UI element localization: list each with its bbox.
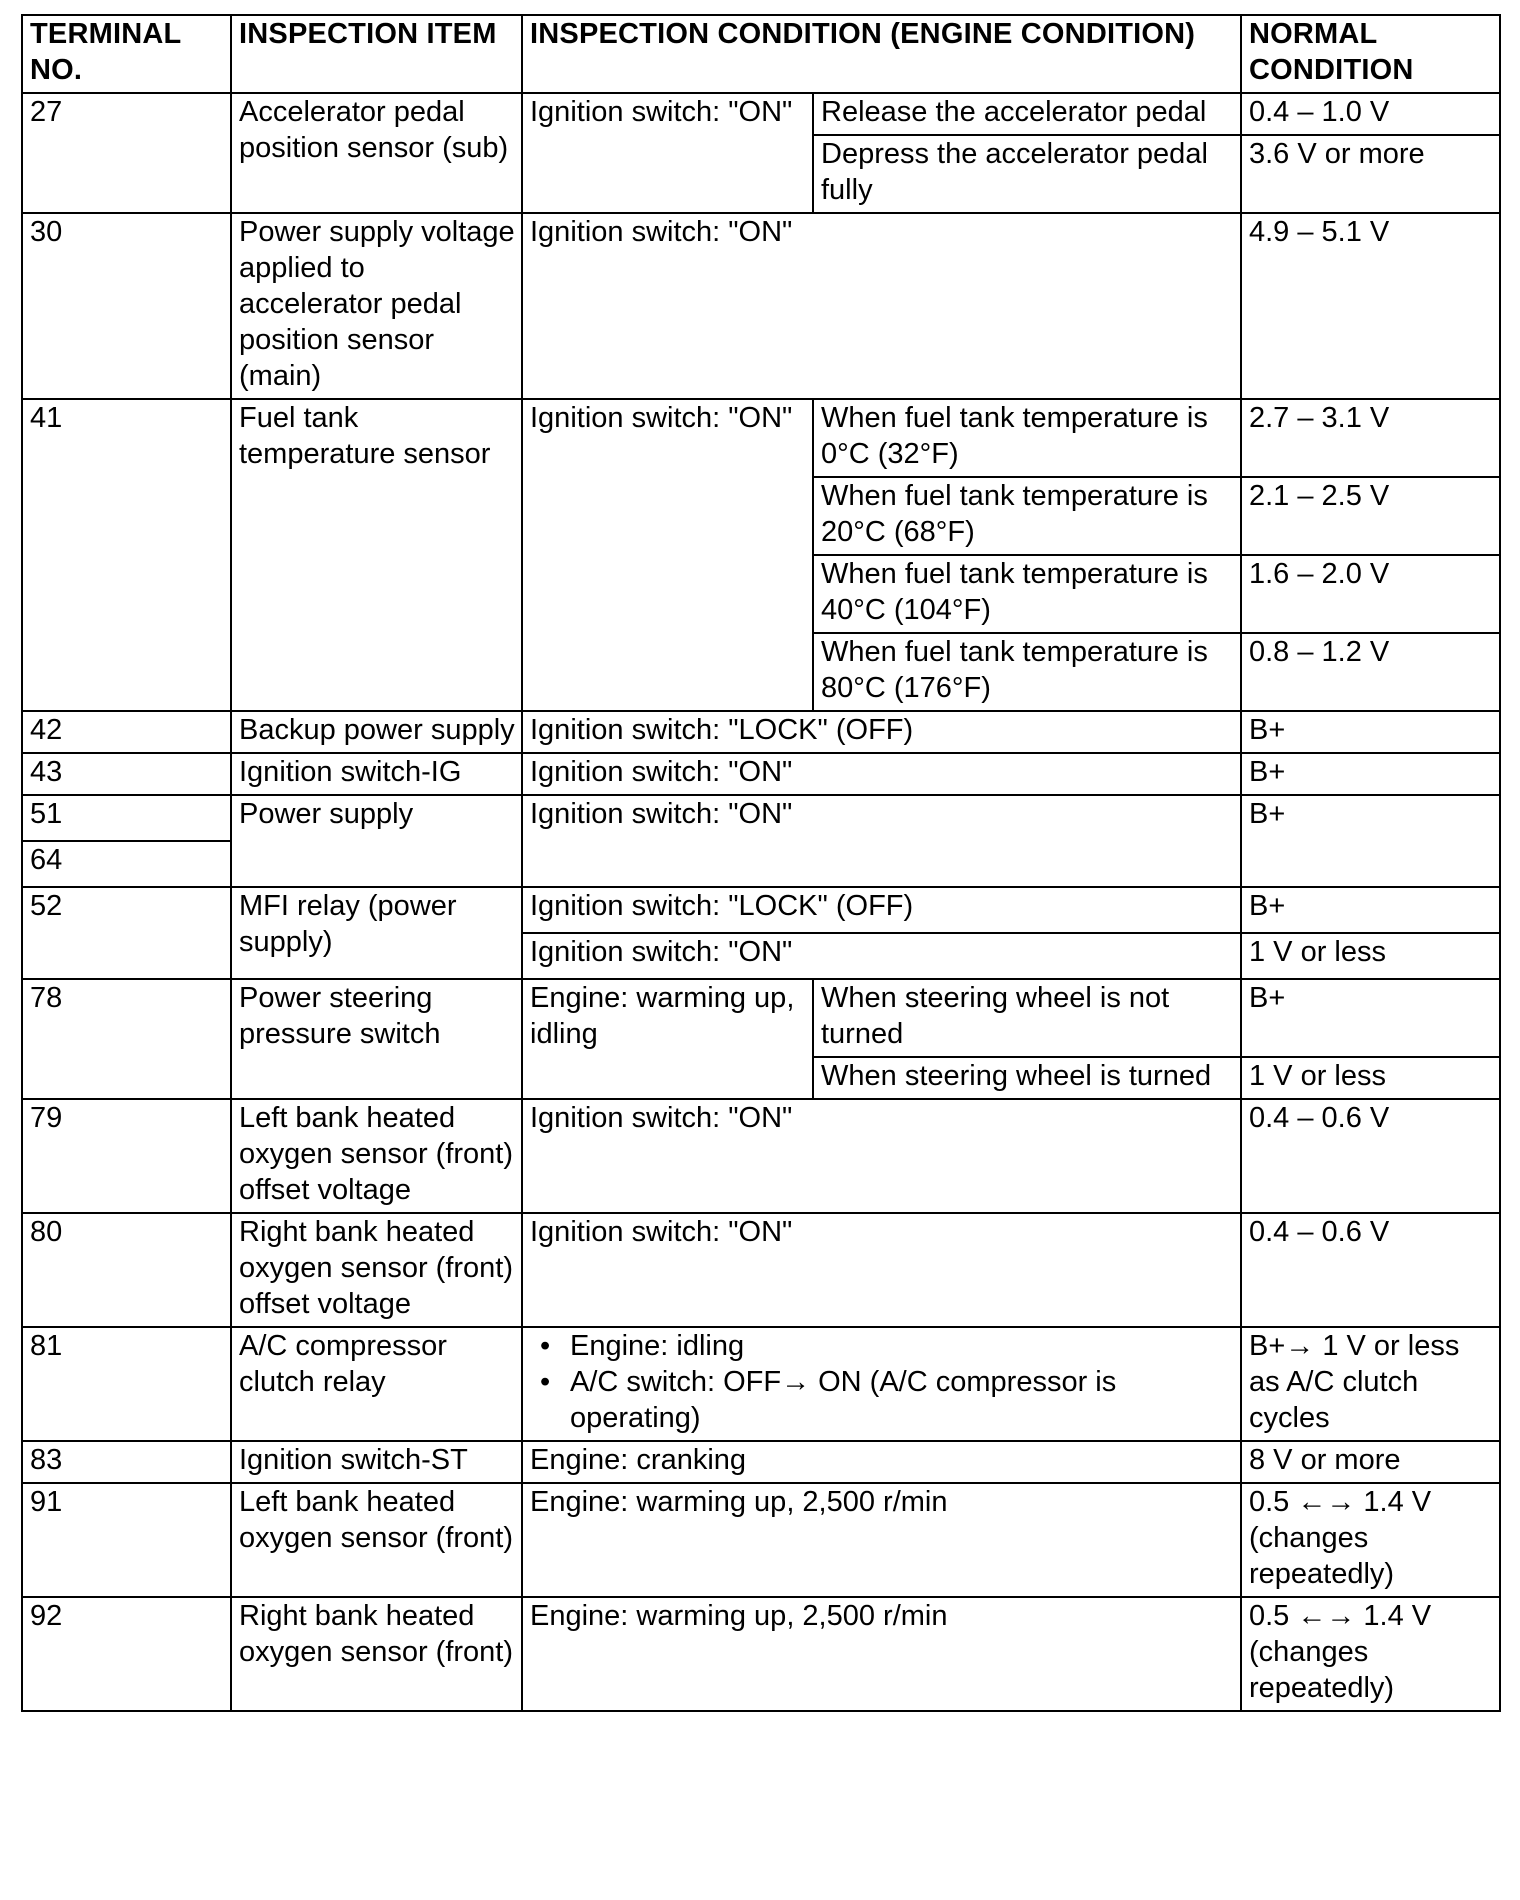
terminal-cell: 83 [22, 1441, 231, 1483]
table-row [22, 1213, 1500, 1327]
terminal-cell: 30 [22, 213, 231, 399]
normal-value-cell: 2.1 – 2.5 V [1241, 477, 1500, 555]
condition-cell: Ignition switch: "ON" [522, 1099, 1241, 1213]
condition-cell: Ignition switch: "ON" [522, 753, 1241, 795]
normal-value-cell: B+ [1241, 753, 1500, 795]
normal-value-cell: 0.4 – 1.0 V [1241, 93, 1500, 135]
table-row [22, 1483, 1500, 1597]
table-row [22, 1441, 1500, 1483]
table-row [22, 213, 1500, 399]
subcondition-cell: When fuel tank temperature is 0°C (32°F) [813, 399, 1241, 477]
normal-value-cell: B+→ 1 V or less as A/C clutch cycles [1241, 1327, 1500, 1441]
header-inspection-condition: INSPECTION CONDITION (ENGINE CONDITION) [522, 15, 1241, 93]
subcondition-cell: When fuel tank temperature is 40°C (104°F) [813, 555, 1241, 633]
terminal-cell: 51 [22, 795, 231, 841]
condition-bullet-list [530, 1328, 1234, 1436]
item-cell: Left bank heated oxygen sensor (front) offset voltage [231, 1099, 522, 1213]
terminal-cell: 43 [22, 753, 231, 795]
normal-value-cell: 2.7 – 3.1 V [1241, 399, 1500, 477]
normal-value-cell: B+ [1241, 887, 1500, 933]
terminal-cell: 91 [22, 1483, 231, 1597]
condition-cell: Ignition switch: "ON" [522, 933, 1241, 979]
condition-bullet: • A/C switch: OFF→ ON (A/C compressor is operating) [570, 1364, 1234, 1436]
table-row [22, 887, 1500, 933]
item-cell: Accelerator pedal position sensor (sub) [231, 93, 522, 213]
condition-cell: Ignition switch: "ON" [522, 795, 1241, 887]
table-row [22, 1597, 1500, 1711]
table-row [22, 795, 1500, 841]
item-cell: Power supply voltage applied to accelerator pedal position sensor (main) [231, 213, 522, 399]
header-row [22, 15, 1500, 93]
normal-value-cell: B+ [1241, 795, 1500, 887]
normal-value-cell: 0.4 – 0.6 V [1241, 1099, 1500, 1213]
item-cell: Power steering pressure switch [231, 979, 522, 1099]
item-cell: Ignition switch-ST [231, 1441, 522, 1483]
normal-value-cell: 0.5 ←→ 1.4 V (changes repeatedly) [1241, 1483, 1500, 1597]
condition-cell: Ignition switch: "ON" [522, 399, 813, 711]
normal-value-cell: B+ [1241, 979, 1500, 1057]
terminal-cell: 78 [22, 979, 231, 1099]
condition-cell: Ignition switch: "ON" [522, 1213, 1241, 1327]
normal-value-cell: 8 V or more [1241, 1441, 1500, 1483]
condition-cell: Engine: warming up, 2,500 r/min [522, 1483, 1241, 1597]
condition-cell: Engine: warming up, 2,500 r/min [522, 1597, 1241, 1711]
subcondition-cell: Release the accelerator pedal [813, 93, 1241, 135]
item-cell: MFI relay (power supply) [231, 887, 522, 979]
terminal-cell: 80 [22, 1213, 231, 1327]
terminal-cell: 81 [22, 1327, 231, 1441]
header-terminal: TERMINAL NO. [22, 15, 231, 93]
normal-value-cell: 1 V or less [1241, 933, 1500, 979]
inspection-table [21, 14, 1501, 1712]
subcondition-cell: When fuel tank temperature is 80°C (176°F) [813, 633, 1241, 711]
normal-value-cell: 1 V or less [1241, 1057, 1500, 1099]
table-row [22, 753, 1500, 795]
condition-cell: Ignition switch: "ON" [522, 93, 813, 213]
header-normal-condition: NORMAL CONDITION [1241, 15, 1500, 93]
table-row [22, 1099, 1500, 1213]
condition-bullet: • Engine: idling [570, 1328, 1234, 1364]
table-row [22, 979, 1500, 1057]
subcondition-cell: When steering wheel is not turned [813, 979, 1241, 1057]
normal-value-cell: 4.9 – 5.1 V [1241, 213, 1500, 399]
header-inspection-item: INSPECTION ITEM [231, 15, 522, 93]
table-row [22, 93, 1500, 135]
condition-cell [522, 1327, 1241, 1441]
subcondition-cell: When fuel tank temperature is 20°C (68°F) [813, 477, 1241, 555]
table-row [22, 399, 1500, 477]
item-cell: Ignition switch-IG [231, 753, 522, 795]
terminal-cell: 92 [22, 1597, 231, 1711]
normal-value-cell: 0.5 ←→ 1.4 V (changes repeatedly) [1241, 1597, 1500, 1711]
terminal-cell: 41 [22, 399, 231, 711]
normal-value-cell: 1.6 – 2.0 V [1241, 555, 1500, 633]
condition-cell: Engine: cranking [522, 1441, 1241, 1483]
normal-value-cell: 3.6 V or more [1241, 135, 1500, 213]
terminal-cell: 27 [22, 93, 231, 213]
table-row [22, 711, 1500, 753]
normal-value-cell: 0.8 – 1.2 V [1241, 633, 1500, 711]
terminal-cell: 52 [22, 887, 231, 979]
item-cell: Backup power supply [231, 711, 522, 753]
normal-value-cell: B+ [1241, 711, 1500, 753]
terminal-cell: 64 [22, 841, 231, 887]
subcondition-cell: Depress the accelerator pedal fully [813, 135, 1241, 213]
terminal-cell: 79 [22, 1099, 231, 1213]
condition-cell: Engine: warming up, idling [522, 979, 813, 1099]
item-cell: A/C compressor clutch relay [231, 1327, 522, 1441]
item-cell: Right bank heated oxygen sensor (front) [231, 1597, 522, 1711]
terminal-cell: 42 [22, 711, 231, 753]
item-cell: Left bank heated oxygen sensor (front) [231, 1483, 522, 1597]
item-cell: Right bank heated oxygen sensor (front) offset voltage [231, 1213, 522, 1327]
table-row [22, 1327, 1500, 1441]
normal-value-cell: 0.4 – 0.6 V [1241, 1213, 1500, 1327]
condition-cell: Ignition switch: "LOCK" (OFF) [522, 711, 1241, 753]
condition-cell: Ignition switch: "LOCK" (OFF) [522, 887, 1241, 933]
condition-cell: Ignition switch: "ON" [522, 213, 1241, 399]
item-cell: Power supply [231, 795, 522, 887]
item-cell: Fuel tank temperature sensor [231, 399, 522, 711]
subcondition-cell: When steering wheel is turned [813, 1057, 1241, 1099]
